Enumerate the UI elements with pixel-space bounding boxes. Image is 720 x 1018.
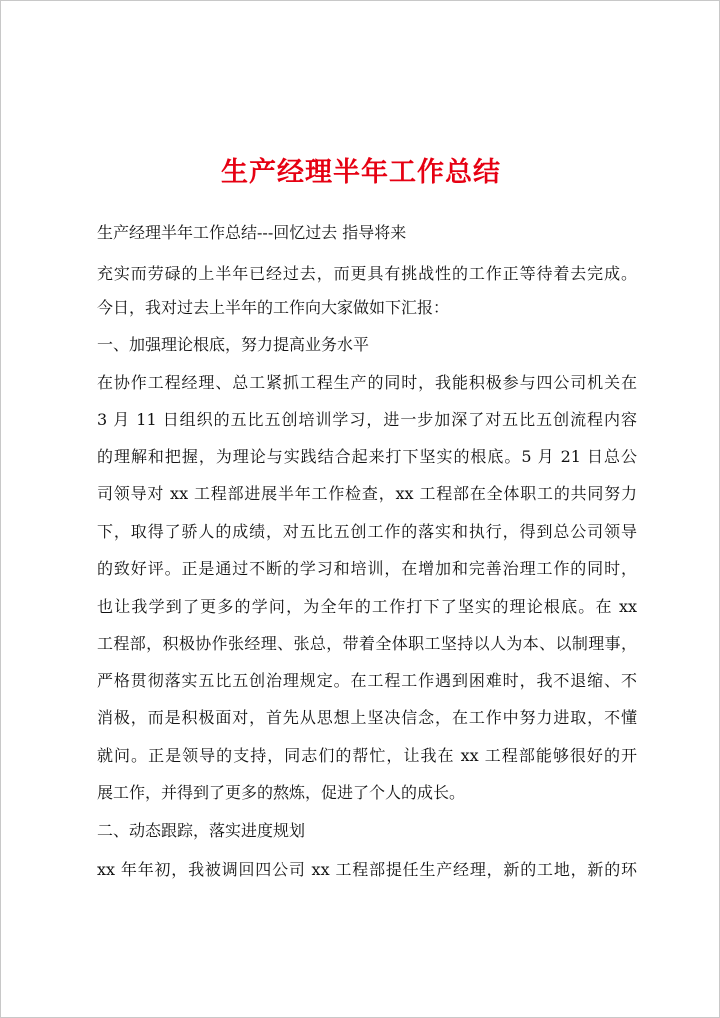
paragraph-line: 严格贯彻落实五比五创治理规定。在工程工作遇到困难时，我不退缩、不: [97, 671, 637, 690]
section-heading-1: 一、加强理论根底，努力提高业务水平: [97, 335, 370, 354]
paragraph-line: 的理解和把握，为理论与实践结合起来打下坚实的根底。5 月 21 日总公: [97, 447, 637, 466]
paragraph-line: 充实而劳碌的上半年已经过去，而更具有挑战性的工作正等待着去完成。: [97, 264, 637, 283]
paragraph-line: 今日，我对过去上半年的工作向大家做如下汇报：: [97, 298, 450, 317]
paragraph-line: 就问。正是领导的支持，同志们的帮忙，让我在 xx 工程部能够很好的开: [97, 746, 637, 765]
paragraph-line: 在协作工程经理、总工紧抓工程生产的同时，我能积极参与四公司机关在: [97, 373, 637, 392]
paragraph-line: xx 年年初，我被调回四公司 xx 工程部提任生产经理，新的工地，新的环: [97, 860, 637, 879]
paragraph-line: 展工作，并得到了更多的熬炼，促进了个人的成长。: [97, 783, 466, 802]
paragraph-line: 3 月 11 日组织的五比五创培训学习，进一步加深了对五比五创流程内容: [97, 410, 637, 429]
paragraph-line: 下，取得了骄人的成绩，对五比五创工作的落实和执行，得到总公司领导: [97, 522, 637, 541]
section-heading-2: 二、动态跟踪，落实进度规划: [97, 821, 306, 840]
paragraph-line: 消极，而是积极面对，首先从思想上坚决信念，在工作中努力进取，不懂: [97, 708, 637, 727]
paragraph-line: 司领导对 xx 工程部进展半年工作检查，xx 工程部在全体职工的共同努力: [97, 484, 637, 503]
document-title: 生产经理半年工作总结: [221, 157, 501, 188]
subtitle-line: 生产经理半年工作总结---回忆过去 指导将来: [97, 223, 407, 242]
paragraph-line: 工程部，积极协作张经理、张总，带着全体职工坚持以人为本、以制理事，: [97, 634, 637, 653]
paragraph-line: 的致好评。正是通过不断的学习和培训，在增加和完善治理工作的同时，: [97, 559, 637, 578]
paragraph-line: 也让我学到了更多的学问，为全年的工作打下了坚实的理论根底。在 xx: [97, 597, 637, 616]
